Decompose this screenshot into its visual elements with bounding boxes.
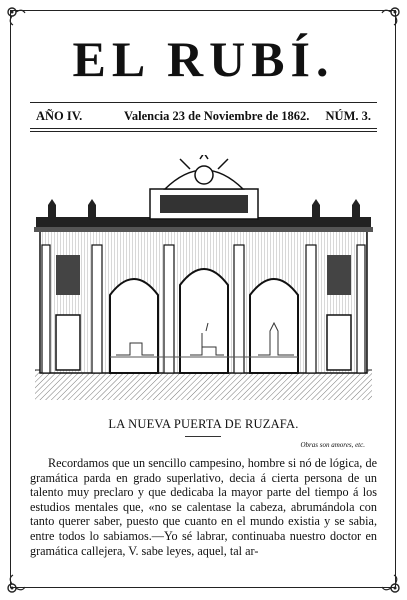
issue-year: AÑO IV. [36, 109, 83, 123]
issue-info-row [36, 109, 371, 125]
ornament-corner-icon [4, 4, 26, 26]
article-paragraph: Recordamos que un sencillo campesino, hombre si nó de lógica, de gramática parda en grado superlativo, decia á cierta persona de un talento muy preclaro y que dedicaba la mayor parte del tiempo á los estudios mentales que, «no se calentase la cabeza, abrumándola con tanto querer saber, puesto que cuanto en el mundo existia y se sabia, entre todos lo sabiamos.—Yo sé labrar, continuaba nuestro doctor en gramática callejera, V. sabe leyes, aquel, tal ar- [30, 456, 377, 558]
issue-number: NÚM. 3. [325, 109, 371, 123]
article-body [30, 456, 377, 558]
gate-illustration [30, 155, 377, 405]
ornament-corner-icon [381, 4, 403, 26]
ornament-corner-icon [4, 574, 26, 596]
divider [30, 102, 377, 103]
divider [30, 128, 377, 129]
ornament-corner-icon [381, 574, 403, 596]
issue-dateline: Valencia 23 de Noviembre de 1862. [124, 109, 310, 123]
masthead-title: EL RUBÍ. [72, 31, 335, 87]
epigraph: Obras son amores, etc. [300, 441, 365, 449]
illustration-caption: LA NUEVA PUERTA DE RUZAFA. [108, 417, 299, 431]
divider [185, 436, 221, 437]
divider [30, 131, 377, 132]
